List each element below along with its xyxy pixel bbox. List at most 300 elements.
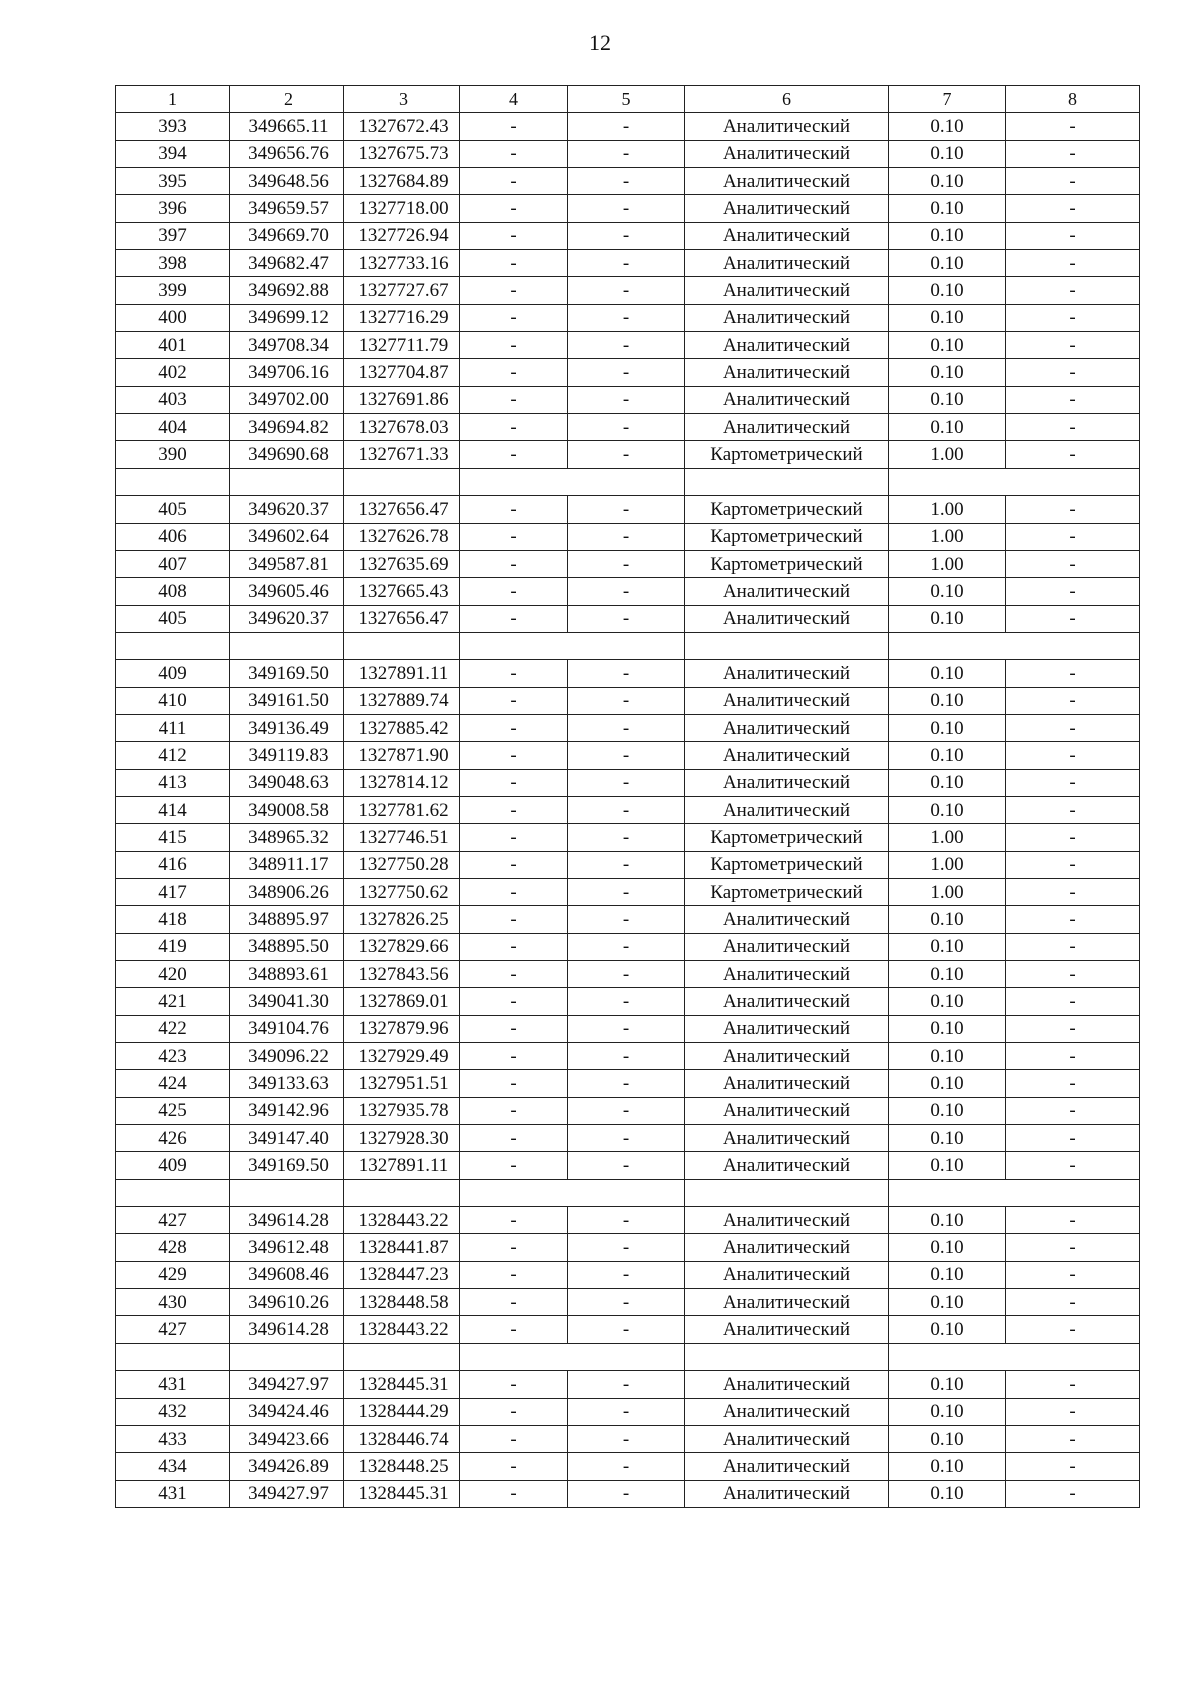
- table-row: [116, 605, 1140, 632]
- table-cell: 0.10: [889, 660, 1006, 687]
- table-cell: -: [460, 441, 568, 468]
- table-cell: -: [1006, 851, 1140, 878]
- table-cell: -: [568, 386, 685, 413]
- table-cell: -: [460, 933, 568, 960]
- table-cell: -: [460, 332, 568, 359]
- table-cell: 427: [116, 1207, 230, 1234]
- table-cell: -: [460, 851, 568, 878]
- table-cell: 1327871.90: [344, 742, 460, 769]
- table-cell: -: [568, 1480, 685, 1507]
- table-cell: 421: [116, 988, 230, 1015]
- table-cell: -: [1006, 168, 1140, 195]
- table-row: [116, 1398, 1140, 1425]
- table-cell: 0.10: [889, 250, 1006, 277]
- table-row: [116, 386, 1140, 413]
- table-row: [116, 769, 1140, 796]
- table-cell: Аналитический: [685, 140, 889, 167]
- table-row: [116, 961, 1140, 988]
- table-cell: -: [1006, 332, 1140, 359]
- table-cell: 349133.63: [230, 1070, 344, 1097]
- table-cell: -: [1006, 441, 1140, 468]
- table-cell: 348893.61: [230, 961, 344, 988]
- table-cell: 0.10: [889, 933, 1006, 960]
- table-cell: -: [460, 687, 568, 714]
- table-cell: 0.10: [889, 769, 1006, 796]
- table-cell: -: [1006, 933, 1140, 960]
- table-cell: -: [1006, 1425, 1140, 1452]
- table-row: [116, 1070, 1140, 1097]
- table-cell: -: [568, 250, 685, 277]
- table-cell: 349008.58: [230, 796, 344, 823]
- table-cell: 349614.28: [230, 1316, 344, 1343]
- table-cell: 1327891.11: [344, 660, 460, 687]
- table-cell: -: [568, 222, 685, 249]
- table-cell: -: [568, 796, 685, 823]
- table-cell: -: [1006, 578, 1140, 605]
- table-cell: Аналитический: [685, 332, 889, 359]
- separator-row: [116, 468, 1140, 495]
- table-cell: -: [1006, 359, 1140, 386]
- table-cell: Аналитический: [685, 1015, 889, 1042]
- table-cell: -: [568, 1207, 685, 1234]
- table-cell: 1327951.51: [344, 1070, 460, 1097]
- table-header-row: [116, 86, 1140, 113]
- table-cell: 0.10: [889, 1371, 1006, 1398]
- table-cell: 349136.49: [230, 714, 344, 741]
- column-number-header: 2: [230, 86, 344, 113]
- table-cell: -: [460, 988, 568, 1015]
- table-row: [116, 550, 1140, 577]
- table-cell: -: [1006, 304, 1140, 331]
- table-row: [116, 933, 1140, 960]
- table-cell: Аналитический: [685, 1425, 889, 1452]
- table-cell: 349608.46: [230, 1261, 344, 1288]
- table-cell: -: [460, 113, 568, 140]
- separator-row: [116, 632, 1140, 659]
- table-cell: -: [1006, 523, 1140, 550]
- table-cell: -: [1006, 1453, 1140, 1480]
- table-cell: 415: [116, 824, 230, 851]
- table-row: [116, 1125, 1140, 1152]
- table-cell: -: [568, 1152, 685, 1179]
- table-cell: -: [568, 1097, 685, 1124]
- table-cell: 349142.96: [230, 1097, 344, 1124]
- table-cell: -: [1006, 1480, 1140, 1507]
- table-cell: -: [568, 168, 685, 195]
- table-cell: 1328443.22: [344, 1207, 460, 1234]
- table-cell: -: [568, 140, 685, 167]
- table-cell: Аналитический: [685, 796, 889, 823]
- table-cell: 399: [116, 277, 230, 304]
- table-cell: -: [460, 1152, 568, 1179]
- table-cell: 405: [116, 605, 230, 632]
- table-row: [116, 414, 1140, 441]
- table-cell: -: [1006, 1316, 1140, 1343]
- table-cell: -: [1006, 1070, 1140, 1097]
- table-cell: [889, 1179, 1006, 1206]
- table-cell: 0.10: [889, 386, 1006, 413]
- table-cell: -: [460, 1097, 568, 1124]
- table-cell: 349423.66: [230, 1425, 344, 1452]
- table-row: [116, 1207, 1140, 1234]
- table-cell: -: [460, 578, 568, 605]
- table-row: [116, 304, 1140, 331]
- table-row: [116, 250, 1140, 277]
- table-cell: 1327716.29: [344, 304, 460, 331]
- table-row: [116, 1261, 1140, 1288]
- page-number: 12: [589, 30, 611, 55]
- table-cell: Аналитический: [685, 1043, 889, 1070]
- table-cell: 1327726.94: [344, 222, 460, 249]
- table-cell: -: [460, 359, 568, 386]
- table-cell: Картометрический: [685, 824, 889, 851]
- table-cell: Аналитический: [685, 277, 889, 304]
- table-row: [116, 195, 1140, 222]
- table-cell: 0.10: [889, 168, 1006, 195]
- table-cell: [568, 632, 685, 659]
- table-cell: Аналитический: [685, 961, 889, 988]
- table-cell: -: [568, 332, 685, 359]
- table-cell: [344, 1343, 460, 1370]
- table-cell: Аналитический: [685, 304, 889, 331]
- table-cell: 0.10: [889, 1125, 1006, 1152]
- table-row: [116, 277, 1140, 304]
- table-row: [116, 796, 1140, 823]
- table-cell: 1328448.58: [344, 1289, 460, 1316]
- table-cell: 416: [116, 851, 230, 878]
- table-cell: 427: [116, 1316, 230, 1343]
- table-cell: Аналитический: [685, 742, 889, 769]
- table-cell: 1327733.16: [344, 250, 460, 277]
- table-cell: [116, 1343, 230, 1370]
- table-cell: Аналитический: [685, 769, 889, 796]
- table-cell: 1327704.87: [344, 359, 460, 386]
- table-cell: -: [460, 1234, 568, 1261]
- table-cell: -: [1006, 1371, 1140, 1398]
- table-cell: 349656.76: [230, 140, 344, 167]
- table-cell: -: [568, 414, 685, 441]
- table-cell: 411: [116, 714, 230, 741]
- table-row: [116, 714, 1140, 741]
- table-cell: -: [568, 1316, 685, 1343]
- table-cell: 422: [116, 1015, 230, 1042]
- table-cell: 0.10: [889, 222, 1006, 249]
- table-cell: 1327826.25: [344, 906, 460, 933]
- table-cell: -: [460, 742, 568, 769]
- table-cell: Аналитический: [685, 386, 889, 413]
- table-cell: 1328445.31: [344, 1371, 460, 1398]
- table-cell: -: [568, 441, 685, 468]
- table-cell: 1328443.22: [344, 1316, 460, 1343]
- table-cell: 1328445.31: [344, 1480, 460, 1507]
- table-row: [116, 824, 1140, 851]
- table-cell: 1327781.62: [344, 796, 460, 823]
- table-cell: 349682.47: [230, 250, 344, 277]
- table-cell: 349694.82: [230, 414, 344, 441]
- table-cell: 405: [116, 496, 230, 523]
- table-cell: 1.00: [889, 851, 1006, 878]
- table-cell: 0.10: [889, 195, 1006, 222]
- table-cell: 349602.64: [230, 523, 344, 550]
- table-cell: 1.00: [889, 496, 1006, 523]
- table-cell: 349614.28: [230, 1207, 344, 1234]
- table-cell: Аналитический: [685, 578, 889, 605]
- table-cell: Аналитический: [685, 222, 889, 249]
- table-cell: 0.10: [889, 1234, 1006, 1261]
- table-cell: Аналитический: [685, 906, 889, 933]
- table-cell: [1006, 632, 1140, 659]
- table-cell: -: [568, 550, 685, 577]
- table-cell: -: [568, 851, 685, 878]
- table-cell: 349161.50: [230, 687, 344, 714]
- table-cell: 0.10: [889, 1453, 1006, 1480]
- table-cell: 348965.32: [230, 824, 344, 851]
- table-cell: 349690.68: [230, 441, 344, 468]
- table-cell: -: [568, 113, 685, 140]
- table-cell: -: [568, 496, 685, 523]
- table-cell: -: [568, 195, 685, 222]
- table-row: [116, 1425, 1140, 1452]
- table-cell: 0.10: [889, 1425, 1006, 1452]
- table-cell: 349610.26: [230, 1289, 344, 1316]
- table-cell: 349659.57: [230, 195, 344, 222]
- table-cell: [344, 632, 460, 659]
- table-cell: 0.10: [889, 796, 1006, 823]
- table-cell: Аналитический: [685, 1234, 889, 1261]
- table-cell: 1327869.01: [344, 988, 460, 1015]
- table-cell: -: [1006, 988, 1140, 1015]
- table-cell: [230, 1179, 344, 1206]
- table-cell: 0.10: [889, 1480, 1006, 1507]
- table-row: [116, 906, 1140, 933]
- table-cell: Аналитический: [685, 1152, 889, 1179]
- table-cell: 0.10: [889, 1015, 1006, 1042]
- table-cell: 0.10: [889, 1043, 1006, 1070]
- table-cell: Аналитический: [685, 414, 889, 441]
- table-cell: 0.10: [889, 742, 1006, 769]
- table-cell: 0.10: [889, 1316, 1006, 1343]
- table-cell: 425: [116, 1097, 230, 1124]
- table-cell: 348911.17: [230, 851, 344, 878]
- table-cell: Картометрический: [685, 851, 889, 878]
- table-cell: 1327889.74: [344, 687, 460, 714]
- table-cell: -: [1006, 1125, 1140, 1152]
- table-cell: -: [460, 1125, 568, 1152]
- table-cell: -: [1006, 824, 1140, 851]
- table-cell: 1327656.47: [344, 496, 460, 523]
- table-cell: [568, 468, 685, 495]
- table-cell: 426: [116, 1125, 230, 1152]
- coordinates-table: [115, 85, 1140, 1508]
- table-cell: -: [1006, 1398, 1140, 1425]
- table-cell: 1327671.33: [344, 441, 460, 468]
- table-cell: -: [1006, 250, 1140, 277]
- table-cell: [889, 1343, 1006, 1370]
- table-cell: 0.10: [889, 304, 1006, 331]
- table-cell: -: [1006, 1043, 1140, 1070]
- table-cell: -: [568, 1425, 685, 1452]
- table-cell: Аналитический: [685, 1316, 889, 1343]
- table-cell: 349048.63: [230, 769, 344, 796]
- table-cell: 390: [116, 441, 230, 468]
- table-cell: 1328446.74: [344, 1425, 460, 1452]
- table-cell: 0.10: [889, 1097, 1006, 1124]
- table-cell: -: [568, 1234, 685, 1261]
- table-cell: 349706.16: [230, 359, 344, 386]
- table-cell: -: [568, 578, 685, 605]
- table-cell: Аналитический: [685, 359, 889, 386]
- table-row: [116, 441, 1140, 468]
- table-cell: 1328441.87: [344, 1234, 460, 1261]
- table-cell: -: [568, 906, 685, 933]
- table-cell: 0.10: [889, 1152, 1006, 1179]
- table-cell: -: [568, 1015, 685, 1042]
- table-cell: [116, 468, 230, 495]
- table-cell: Аналитический: [685, 1453, 889, 1480]
- table-cell: -: [1006, 113, 1140, 140]
- table-cell: -: [568, 304, 685, 331]
- table-cell: -: [460, 1316, 568, 1343]
- table-cell: [1006, 468, 1140, 495]
- table-cell: 1327891.11: [344, 1152, 460, 1179]
- table-cell: 349605.46: [230, 578, 344, 605]
- table-cell: -: [460, 550, 568, 577]
- table-row: [116, 1480, 1140, 1507]
- table-cell: -: [1006, 496, 1140, 523]
- table-cell: 429: [116, 1261, 230, 1288]
- table-cell: -: [1006, 414, 1140, 441]
- table-cell: -: [1006, 605, 1140, 632]
- table-cell: -: [568, 878, 685, 905]
- table-cell: 1.00: [889, 441, 1006, 468]
- table-cell: 406: [116, 523, 230, 550]
- table-cell: 1327727.67: [344, 277, 460, 304]
- table-cell: 349620.37: [230, 605, 344, 632]
- table-cell: [116, 632, 230, 659]
- table-cell: -: [1006, 140, 1140, 167]
- table-cell: 398: [116, 250, 230, 277]
- table-cell: Аналитический: [685, 605, 889, 632]
- table-cell: 1327626.78: [344, 523, 460, 550]
- table-cell: 412: [116, 742, 230, 769]
- table-cell: 414: [116, 796, 230, 823]
- table-row: [116, 359, 1140, 386]
- table-cell: 428: [116, 1234, 230, 1261]
- table-cell: -: [568, 1261, 685, 1288]
- table-cell: 1328444.29: [344, 1398, 460, 1425]
- table-cell: -: [460, 414, 568, 441]
- table-cell: Аналитический: [685, 687, 889, 714]
- table-cell: 0.10: [889, 1207, 1006, 1234]
- table-row: [116, 140, 1140, 167]
- table-cell: -: [460, 605, 568, 632]
- table-cell: 0.10: [889, 906, 1006, 933]
- column-number-header: 4: [460, 86, 568, 113]
- table-cell: 407: [116, 550, 230, 577]
- table-cell: 408: [116, 578, 230, 605]
- table-cell: [344, 1179, 460, 1206]
- table-row: [116, 851, 1140, 878]
- table-cell: -: [568, 1125, 685, 1152]
- table-cell: 349096.22: [230, 1043, 344, 1070]
- table-cell: -: [568, 687, 685, 714]
- table-cell: 0.10: [889, 1289, 1006, 1316]
- table-cell: 349169.50: [230, 660, 344, 687]
- table-cell: Аналитический: [685, 1289, 889, 1316]
- table-cell: 1327929.49: [344, 1043, 460, 1070]
- table-cell: 433: [116, 1425, 230, 1452]
- table-cell: -: [460, 195, 568, 222]
- table-cell: 349692.88: [230, 277, 344, 304]
- table-cell: -: [1006, 277, 1140, 304]
- table-cell: 1328447.23: [344, 1261, 460, 1288]
- table-cell: 394: [116, 140, 230, 167]
- table-cell: [230, 632, 344, 659]
- table-cell: 395: [116, 168, 230, 195]
- table-cell: -: [460, 769, 568, 796]
- table-cell: [889, 468, 1006, 495]
- table-cell: -: [460, 714, 568, 741]
- table-cell: [568, 1343, 685, 1370]
- table-cell: 413: [116, 769, 230, 796]
- separator-row: [116, 1343, 1140, 1370]
- table-cell: [685, 1343, 889, 1370]
- table-cell: -: [460, 796, 568, 823]
- table-cell: 349041.30: [230, 988, 344, 1015]
- table-cell: 0.10: [889, 605, 1006, 632]
- column-number-header: 6: [685, 86, 889, 113]
- table-row: [116, 168, 1140, 195]
- table-cell: 1327935.78: [344, 1097, 460, 1124]
- table-cell: -: [1006, 796, 1140, 823]
- table-cell: 396: [116, 195, 230, 222]
- table-row: [116, 1371, 1140, 1398]
- column-number-header: 5: [568, 86, 685, 113]
- table-cell: -: [1006, 1152, 1140, 1179]
- table-cell: Аналитический: [685, 933, 889, 960]
- table-cell: -: [568, 742, 685, 769]
- table-cell: 397: [116, 222, 230, 249]
- table-cell: 1327928.30: [344, 1125, 460, 1152]
- table-cell: -: [568, 1289, 685, 1316]
- table-cell: -: [460, 1207, 568, 1234]
- table-cell: -: [460, 168, 568, 195]
- table-cell: 1327718.00: [344, 195, 460, 222]
- table-cell: [460, 468, 568, 495]
- table-cell: 1327814.12: [344, 769, 460, 796]
- table-row: [116, 332, 1140, 359]
- table-row: [116, 988, 1140, 1015]
- table-cell: -: [460, 1261, 568, 1288]
- table-cell: 0.10: [889, 1398, 1006, 1425]
- table-cell: -: [1006, 769, 1140, 796]
- table-cell: 1327691.86: [344, 386, 460, 413]
- table-cell: -: [1006, 660, 1140, 687]
- table-cell: -: [460, 1043, 568, 1070]
- table-cell: -: [568, 359, 685, 386]
- column-number-header: 7: [889, 86, 1006, 113]
- table-cell: -: [460, 304, 568, 331]
- table-cell: -: [1006, 1234, 1140, 1261]
- table-cell: 348895.50: [230, 933, 344, 960]
- table-cell: -: [568, 769, 685, 796]
- table-cell: [568, 1179, 685, 1206]
- table-cell: 1327885.42: [344, 714, 460, 741]
- table-row: [116, 742, 1140, 769]
- table-cell: 0.10: [889, 414, 1006, 441]
- table-cell: -: [1006, 687, 1140, 714]
- table-cell: Аналитический: [685, 660, 889, 687]
